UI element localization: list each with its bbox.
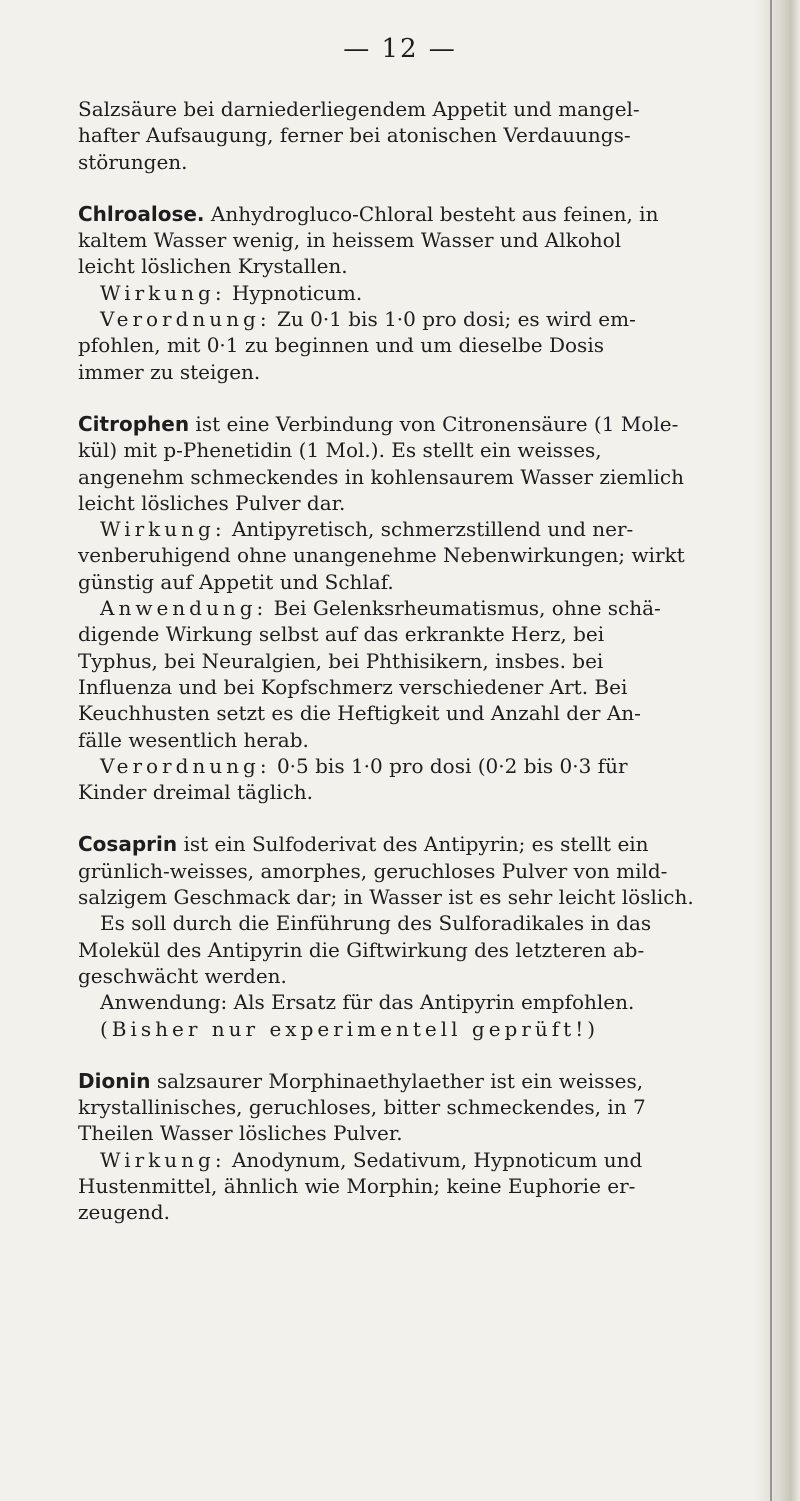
wirkung-label: Wirkung: — [100, 280, 226, 305]
text-line: Bei Gelenksrheumatismus, ohne schä- — [273, 596, 661, 621]
text-line: Theilen Wasser lösliches Pulver. — [78, 1121, 403, 1146]
anwendung-line — [78, 595, 770, 621]
text-line: leicht löslichen Krystallen. — [78, 254, 348, 279]
verordnung-label: Verordnung: — [100, 307, 271, 332]
text-line: digende Wirkung selbst auf das erkrankte Herz, bei — [78, 622, 605, 647]
anwendung-label: Anwendung: — [100, 596, 268, 621]
entry-dionin-intro — [78, 1068, 770, 1094]
text-line: Influenza und bei Kopfschmerz verschiedener Art. Bei — [78, 674, 628, 699]
wirkung-line — [78, 1147, 770, 1173]
wirkung-line — [78, 280, 770, 306]
page-edge-line — [770, 0, 772, 1501]
anwendung-line — [78, 989, 770, 1015]
text-line: ist eine Verbindung von Citronensäure (1 Mole- — [195, 411, 679, 436]
entry-term-citrophen: Citrophen — [78, 411, 190, 436]
text-line: salzigem Geschmack dar; in Wasser ist es sehr leicht löslich. — [78, 885, 694, 910]
text-line: günstig auf Appetit und Schlaf. — [78, 569, 394, 594]
text-line: immer zu steigen. — [78, 359, 261, 384]
text-line: ist ein Sulfoderivat des Antipyrin; es stellt ein — [183, 832, 649, 857]
text-line: venberuhigend ohne unangenehme Nebenwirkungen; wirkt — [78, 543, 685, 568]
text-line: Anodynum, Sedativum, Hypnoticum und — [231, 1147, 643, 1172]
entry-cosaprin-intro — [78, 831, 770, 857]
text-line: salzsaurer Morphinaethylaether ist ein weisses, — [156, 1068, 644, 1093]
text-line: pfohlen, mit 0·1 zu beginnen und um dieselbe Dosis — [78, 333, 604, 358]
text-line: Hustenmittel, ähnlich wie Morphin; keine Euphorie er- — [78, 1173, 636, 1198]
verordnung-line — [78, 306, 770, 332]
wirkung-label: Wirkung: — [100, 1147, 226, 1172]
text-line: krystallinisches, geruchloses, bitter schmeckendes, in 7 — [78, 1095, 646, 1120]
verordnung-line — [78, 753, 770, 779]
text-line: Molekül des Antipyrin die Giftwirkung des letzteren ab- — [78, 937, 645, 962]
entry-term-dionin: Dionin — [78, 1068, 151, 1093]
text-line: 0·5 bis 1·0 pro dosi (0·2 bis 0·3 für — [276, 753, 628, 778]
entry-citrophen-intro — [78, 411, 770, 437]
text-line: kaltem Wasser wenig, in heissem Wasser und Alkohol — [78, 228, 622, 253]
text-line: Salzsäure bei darniederliegendem Appetit und mangel- — [78, 97, 640, 121]
text-line: Zu 0·1 bis 1·0 pro dosi; es wird em- — [276, 307, 636, 332]
text-line: angenehm schmeckendes in kohlensaurem Wasser ziemlich — [78, 464, 685, 489]
text-line: grünlich-weisses, amorphes, geruchloses Pulver von mild- — [78, 858, 668, 883]
verordnung-label: Verordnung: — [100, 753, 271, 778]
text-line: Kinder dreimal täglich. — [78, 780, 314, 805]
text-line: kül) mit p-Phenetidin (1 Mol.). Es stellt ein weisses, — [78, 438, 602, 463]
text-line: fälle wesentlich herab. — [78, 727, 309, 752]
text-line: geschwächt werden. — [78, 963, 287, 988]
page-content — [78, 96, 770, 1226]
text-line: leicht lösliches Pulver dar. — [78, 490, 346, 515]
entry-term-cosaprin: Cosaprin — [78, 832, 178, 857]
text-line: Anhydrogluco-Chloral besteht aus feinen, in — [210, 201, 659, 226]
wirkung-text: Hypnoticum. — [231, 280, 363, 305]
entry-term-chloralose: Chlroalose. — [78, 201, 205, 226]
text-line: Typhus, bei Neuralgien, bei Phthisikern, insbes. bei — [78, 648, 604, 673]
page-number: — 12 — — [343, 34, 457, 64]
entry-chloralose-intro — [78, 201, 770, 227]
text-line: Es soll durch die Einführung des Sulforadikales in das — [100, 911, 652, 936]
text-line: zeugend. — [78, 1200, 170, 1225]
wirkung-line — [78, 516, 770, 542]
anwendung-text: Als Ersatz für das Antipyrin empfohlen. — [233, 990, 635, 1015]
anwendung-label: Anwendung: — [100, 990, 228, 1015]
text-line: Keuchhusten setzt es die Heftigkeit und Anzahl der An- — [78, 701, 641, 726]
text-line: Antipyretisch, schmerzstillend und ner- — [231, 517, 634, 542]
wirkung-label: Wirkung: — [100, 517, 226, 542]
text-line: störungen. — [78, 149, 188, 174]
note-line: (Bisher nur experimentell geprüft!) — [100, 1016, 600, 1041]
text-line: hafter Aufsaugung, ferner bei atonischen Verdauungs- — [78, 123, 631, 148]
